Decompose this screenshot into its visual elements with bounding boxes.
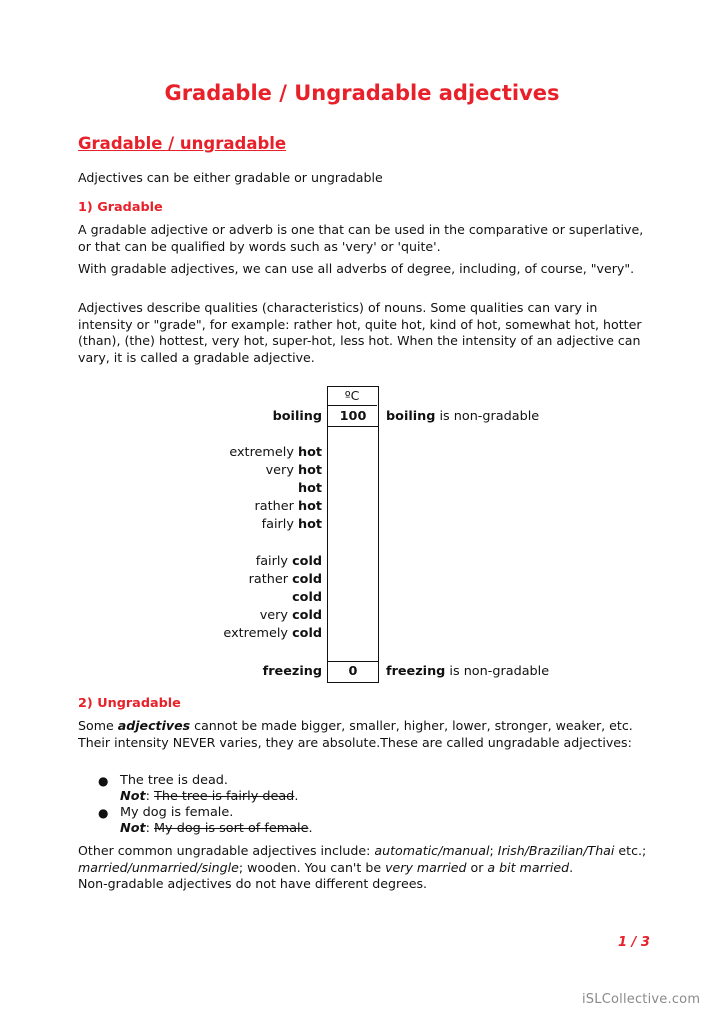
wrong-example: The tree is fairly dead (154, 789, 295, 804)
ungradable-paragraph-2 (78, 843, 648, 876)
text-run: ; wooden. You can't be (238, 859, 386, 875)
gradable-paragraph-3: Adjectives describe qualities (characteristics) of nouns. Some qualities can vary in intensity or "grade", for example: rather hot, quite hot, kind of hot, somewhat hot, hotter (than), (the) hottest, very hot, super-hot, less hot. When the intensity of an adjective can vary, it is called a gradable adjective. (78, 300, 642, 365)
text-run: etc.; (614, 843, 647, 858)
gradable-heading: 1) Gradable (78, 200, 163, 215)
scale-label (266, 463, 322, 479)
scale-word: cold (292, 608, 322, 623)
bullet-example: The tree is dead. (120, 773, 228, 788)
scale-label (223, 626, 322, 642)
gradable-paragraph-2: With gradable adjectives, we can use all adverbs of degree, including, of course, "very". (78, 261, 635, 276)
bullet-example: My dog is female. (120, 805, 234, 820)
gradable-paragraph-1: A gradable adjective or adverb is one that can be used in the comparative or superlative, or that can be qualified by words such as 'very' or 'quite'. (78, 222, 644, 254)
text-run-italic: Irish/Brazilian/Thai (497, 843, 615, 858)
scale-label (256, 554, 322, 570)
scale-word: cold (292, 626, 322, 641)
bullet-counterexample: Not: The tree is fairly dead. (120, 789, 299, 804)
not-label: Not (120, 821, 146, 836)
freezing-line (327, 661, 379, 662)
site-watermark: iSLCollective.com (582, 992, 701, 1007)
boiling-word: boiling (272, 409, 322, 424)
scale-label (262, 517, 322, 533)
scale-modifier: extremely (223, 626, 293, 641)
scale-word: cold (292, 554, 322, 569)
text-run-italic: automatic/manual (374, 843, 490, 858)
bullet-icon: ● (98, 774, 109, 788)
page-title: Gradable / Ungradable adjectives (164, 81, 560, 105)
scale-modifier: very (265, 463, 298, 478)
temperature-column (327, 386, 379, 683)
scale-modifier: rather (248, 572, 293, 587)
text-run: . (569, 859, 574, 875)
scale-label (298, 481, 322, 497)
wrong-example: My dog is sort of female (154, 821, 309, 836)
text-run: or (466, 859, 488, 875)
boiling-note-word: boiling (386, 409, 436, 424)
scale-label (292, 590, 322, 606)
ungradable-paragraph-3: Non-gradable adjectives do not have different degrees. (78, 876, 428, 891)
text-run-emphasis: adjectives (117, 718, 191, 733)
scale-modifier: fairly (261, 517, 298, 532)
scale-word: hot (297, 481, 322, 496)
boiling-label (273, 409, 322, 425)
freezing-label (263, 664, 322, 680)
scale-word: hot (297, 517, 322, 532)
scale-modifier: very (259, 608, 293, 623)
bullet-counterexample: Not: My dog is sort of female. (120, 821, 313, 836)
freezing-note (386, 664, 549, 680)
scale-word: cold (292, 590, 322, 605)
text-run: ; (489, 843, 498, 858)
boiling-note-text: is non-gradable (435, 409, 540, 424)
text-run: cannot be made bigger, smaller, higher, lower, stronger, weaker, etc. Their intensity NEVER varies, they are absolute.These are called ungradable adjectives: (78, 718, 633, 750)
section-title: Gradable / ungradable (78, 134, 287, 153)
freezing-note-word: freezing (386, 664, 446, 679)
freezing-word: freezing (262, 664, 322, 679)
not-label: Not (120, 789, 146, 804)
scale-word: cold (292, 572, 322, 587)
page-number: 1 / 3 (618, 935, 650, 950)
text-run-italic: a bit married (487, 859, 570, 875)
boiling-line (327, 426, 379, 427)
scale-modifier: rather (254, 499, 298, 514)
scale-label (260, 608, 322, 624)
scale-label (229, 445, 322, 461)
ungradable-paragraph-1 (78, 718, 648, 751)
boiling-value: 100 (339, 409, 367, 424)
scale-word: hot (297, 445, 322, 460)
freezing-value: 0 (348, 664, 358, 679)
boiling-note (386, 409, 539, 425)
scale-label (249, 572, 322, 588)
text-run: Other common ungradable adjectives include: (78, 843, 375, 858)
intro-text: Adjectives can be either gradable or ungradable (78, 170, 383, 185)
scale-modifier: fairly (255, 554, 293, 569)
ungradable-heading: 2) Ungradable (78, 696, 181, 711)
scale-label (255, 499, 322, 515)
scale-modifier: extremely (229, 445, 298, 460)
text-run-italic: very married (385, 859, 467, 875)
text-run: Some (78, 718, 118, 733)
scale-word: hot (297, 463, 322, 478)
bullet-icon: ● (98, 806, 109, 820)
temperature-unit: ºC (327, 386, 377, 406)
freezing-note-text: is non-gradable (445, 664, 550, 679)
text-run-italic: married/unmarried/single (78, 859, 239, 875)
scale-word: hot (297, 499, 322, 514)
